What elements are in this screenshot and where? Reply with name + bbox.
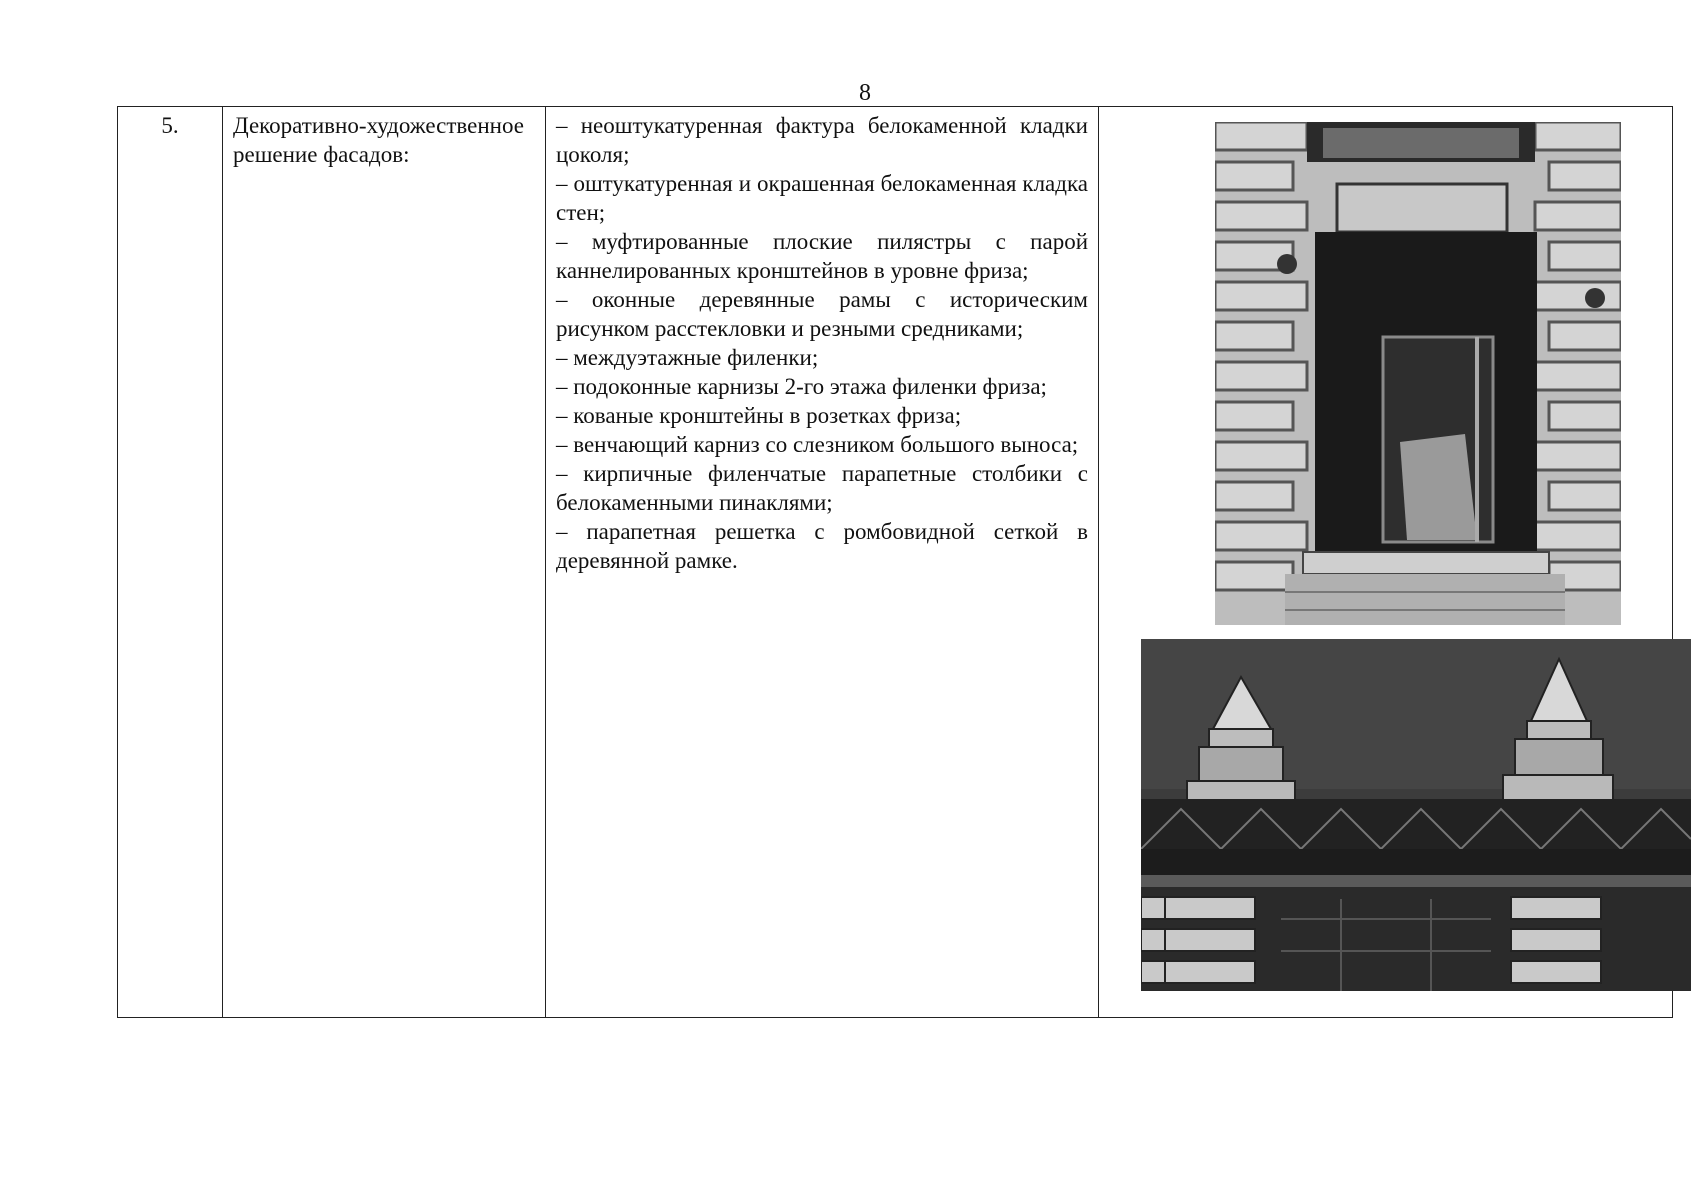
photos-cell bbox=[1099, 107, 1673, 1018]
parapet-photo bbox=[1141, 639, 1691, 991]
list-item: – кирпичные филенчатые парапетные столбики с белокаменными пинаклями; bbox=[556, 461, 1088, 515]
list-item: – оконные деревянные рамы с историческим рисунком расстекловки и резными средниками; bbox=[556, 287, 1088, 341]
list-item: – парапетная решетка с ромбовидной сеткой в деревянной рамке. bbox=[556, 519, 1088, 573]
list-item: – подоконные карнизы 2-го этажа филенки фриза; bbox=[556, 374, 1047, 399]
list-item: – оштукатуренная и окрашенная белокаменная кладка стен; bbox=[556, 171, 1088, 225]
list-item: – междуэтажные филенки; bbox=[556, 345, 819, 370]
features-table bbox=[117, 106, 1673, 1018]
row-number: 5. bbox=[118, 107, 223, 1018]
table-row bbox=[118, 107, 1673, 1018]
list-item: – муфтированные плоские пилястры с парой каннелированных кронштейнов в уровне фриза; bbox=[556, 229, 1088, 283]
window-photo bbox=[1215, 122, 1621, 625]
list-item: – венчающий карниз со слезником большого выноса; bbox=[556, 432, 1079, 457]
page-number: 8 bbox=[859, 80, 871, 106]
row-name: Декоративно-художественное решение фасадов: bbox=[223, 107, 546, 1018]
list-item: – кованые кронштейны в розетках фриза; bbox=[556, 403, 962, 428]
feature-list bbox=[546, 107, 1099, 1018]
list-item: – неоштукатуренная фактура белокаменной кладки цоколя; bbox=[556, 113, 1088, 167]
